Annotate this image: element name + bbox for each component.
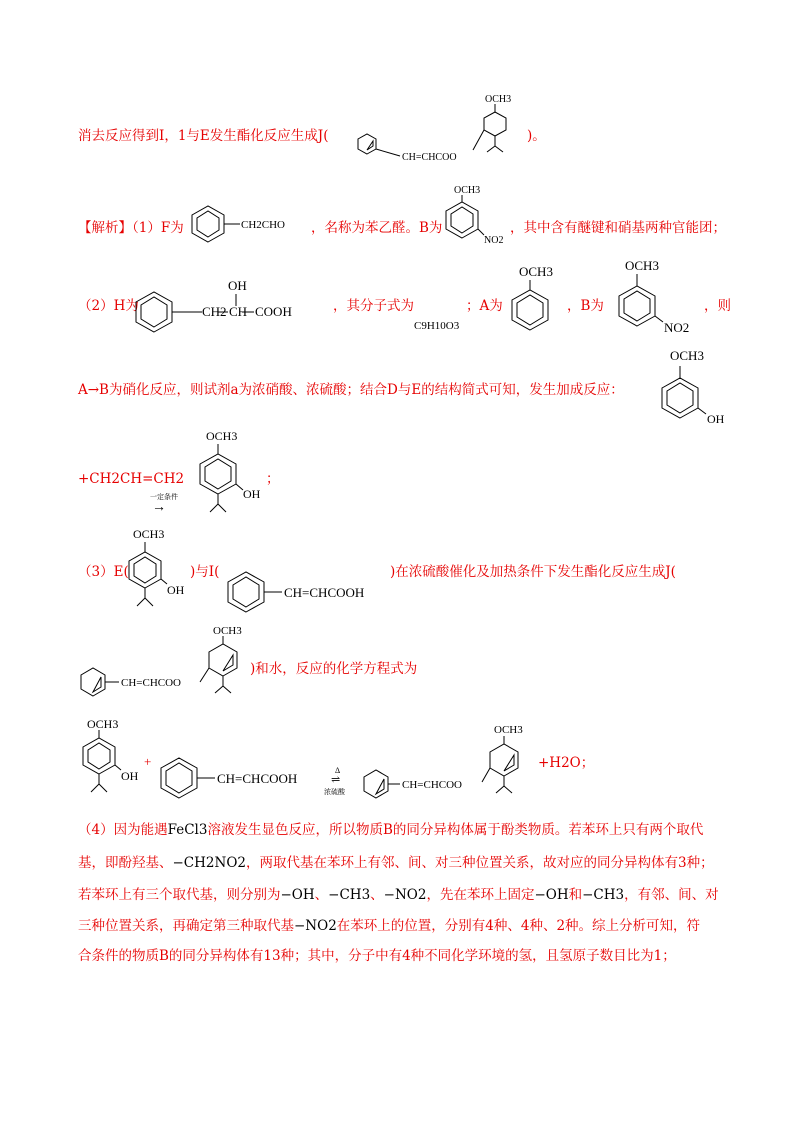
structure-J <box>75 624 265 704</box>
line-5-reagent: +CH2CH=CH2 <box>78 471 185 487</box>
delta-label: Δ <box>335 766 341 775</box>
equation-reactant-E <box>75 716 155 806</box>
p4-l3-sep2: 、 <box>370 887 384 903</box>
water-product: +H2O； <box>538 755 595 771</box>
och3-label: OCH3 <box>454 185 481 196</box>
och3-label: OCH3 <box>625 258 659 273</box>
line-3-part-e: ，则 <box>704 298 731 314</box>
och3-label: OCH3 <box>206 429 238 443</box>
ch-label: CH <box>229 304 248 319</box>
ch2-label: CH2 <box>202 304 227 319</box>
och3-label: OCH3 <box>670 348 704 363</box>
line-3-part-d: ，B为 <box>567 298 604 314</box>
p4-line-4 <box>78 920 700 934</box>
structure-I-cinnamic-acid <box>222 566 392 616</box>
p4-l3-c: 和 <box>568 887 583 903</box>
p4-line-3 <box>78 889 719 903</box>
no2-group-2: −NO2 <box>294 918 337 934</box>
oh-label: OH <box>167 583 185 597</box>
p4-l2-a: 基，即酚羟基、 <box>78 855 173 871</box>
equation-reactant-I <box>155 752 325 802</box>
chchcoo-label: CH=CHCOO <box>121 677 181 689</box>
reaction-condition: 一定条件 <box>150 493 178 501</box>
oh-label: OH <box>707 412 725 426</box>
equation-product-J <box>356 722 546 807</box>
line-5-tail: ； <box>266 471 280 487</box>
oh-label: OH <box>243 487 261 501</box>
och3-label: OCH3 <box>87 717 119 731</box>
och3-label: OCH3 <box>133 527 165 541</box>
line-2-part-b: ，名称为苯乙醛。B为 <box>311 220 443 236</box>
structure-J-top <box>345 92 550 182</box>
chchcoo-label: CH=CHCOO <box>402 152 457 163</box>
chchcooh-label: CH=CHCOOH <box>284 585 365 600</box>
och3-label: OCH3 <box>494 724 523 736</box>
chchcooh-label: CH=CHCOOH <box>217 771 298 786</box>
p4-l3-d: ，有邻、间、对 <box>624 887 719 903</box>
p4-l3-sep: 、 <box>314 887 329 903</box>
line-3-part-c: ；A为 <box>466 298 503 314</box>
p4-line-1 <box>78 824 703 838</box>
no2-group: −NO2 <box>383 887 427 903</box>
p4-l2-b: ，两取代基在苯环上有邻、间、对三种位置关系，故对应的同分异构体有3种； <box>245 855 714 871</box>
ch2no2-group: −CH2NO2 <box>172 855 246 871</box>
oh-label: OH <box>228 278 247 293</box>
ch2cho-label: CH2CHO <box>241 219 286 231</box>
structure-E <box>115 526 195 616</box>
equilibrium-arrow: ⇌ <box>331 774 341 786</box>
oh-group-2: −OH <box>534 887 569 903</box>
chchcoo-label: CH=CHCOO <box>402 779 462 791</box>
h-formula: C9H10O3 <box>414 320 460 332</box>
plus-sign: + <box>144 754 152 769</box>
line-7-text: )和水，反应的化学方程式为 <box>250 661 418 677</box>
line-3-part-a: （2）H为 <box>78 298 139 314</box>
no2-label: NO2 <box>664 320 690 335</box>
ch3-group: −CH3 <box>328 887 371 903</box>
catalyst-label: 浓硫酸 <box>324 788 345 796</box>
structure-D-methoxyphenol <box>650 344 750 434</box>
p4-l1-b: 溶液发生显色反应，所以物质B的同分异构体属于酚类物质。若苯环上只有两个取代 <box>207 822 704 838</box>
line-3-part-b: ，其分子式为 <box>333 298 414 314</box>
p4-line-5: 合条件的物质B的同分异构体有13种；其中，分子中有4种不同化学环境的氢，且氢原子数目比为1； <box>78 948 676 964</box>
line-2-part-c: ，其中含有醚键和硝基两种官能团； <box>510 220 726 236</box>
no2-label: NO2 <box>484 235 504 246</box>
structure-F-phenylacetaldehyde <box>188 202 308 246</box>
line-4-text: A→B为硝化反应，则试剂a为浓硝酸、浓硫酸；结合D与E的结构简式可知，发生加成反应： <box>78 382 624 398</box>
p4-l4-b: 在苯环上的位置，分别有4种、4种、2种。综上分析可知，符 <box>336 918 701 934</box>
p4-l4-a: 三种位置关系，再确定第三种取代基 <box>78 918 294 934</box>
line-1-text: 消去反应得到I，1与E发生酯化反应生成J( <box>78 128 329 144</box>
line-1-tail: )。 <box>527 128 546 144</box>
ch3-group-2: −CH3 <box>582 887 625 903</box>
p4-l3-b: ，先在苯环上固定 <box>426 887 535 903</box>
reaction-arrow: → <box>152 500 166 515</box>
structure-H <box>132 278 332 338</box>
p4-l3-a: 若苯环上有三个取代基，则分别为 <box>78 887 281 903</box>
structure-B-nitroanisole <box>437 183 507 253</box>
line-6-part-a: （3）E( <box>78 564 129 580</box>
p4-line-2 <box>78 857 714 871</box>
cooh-label: COOH <box>255 304 292 319</box>
oh-group: −OH <box>280 887 315 903</box>
och3-label: OCH3 <box>213 625 242 637</box>
line-2-part-a: 【解析】（1）F为 <box>78 220 184 236</box>
och3-label: OCH3 <box>519 264 553 279</box>
structure-B-nitroanisole-2 <box>609 256 699 336</box>
structure-A-anisole <box>505 262 567 334</box>
fecl3-formula: FeCl3 <box>167 822 208 838</box>
line-6-part-c: )在浓硫酸催化及加热条件下发生酯化反应生成J( <box>390 564 676 580</box>
och3-label: OCH3 <box>485 94 512 105</box>
oh-label: OH <box>121 769 139 783</box>
line-6-part-b: )与I( <box>190 564 220 580</box>
p4-l1-a: （4）因为能遇 <box>78 822 168 838</box>
